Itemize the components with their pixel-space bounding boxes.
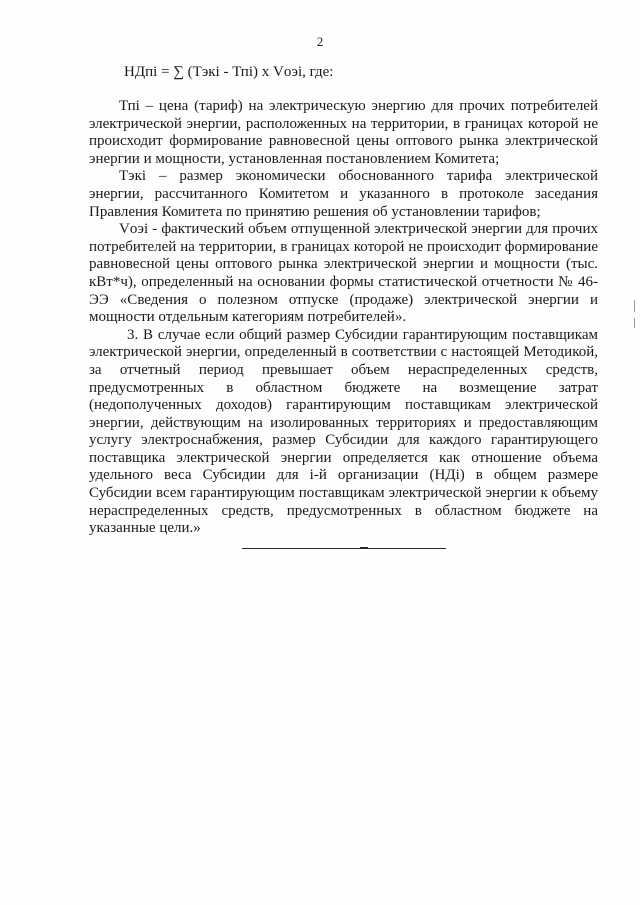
paragraph-tek-definition: Тэкі – размер экономически обоснованного тарифа электрической энергии, рассчитанного Комитетом и указанного в протоколе заседания Правления Комитета по принятию решения об установлении тарифов; <box>89 168 598 220</box>
paragraph-voe-definition: Vоэі - фактический объем отпущенной электрической энергии для прочих потребителей на территории, в границах которой не происходит формирование равновесной цены оптового рынка электрической энергии и мощности (тыс. кВт*ч), определенный на основании формы статистической отчетности № 46-ЭЭ «Сведения о полезном отпуске (продаже) электрической энергии и мощности отдельным категориям потребителей». <box>89 221 598 326</box>
scan-margin-mark <box>634 318 635 328</box>
end-of-text-rule-mark <box>360 547 368 549</box>
document-body <box>89 98 598 538</box>
scan-margin-mark <box>634 300 635 312</box>
formula-line: НДпі = ∑ (Тэкі - Тпі) х Vоэі, где: <box>124 64 334 80</box>
end-of-text-rule <box>242 548 446 549</box>
paragraph-tpi-definition: Тпі – цена (тариф) на электрическую энергию для прочих потребителей электрической энергии, расположенных на территории, в границах которой не происходит формирование равновесной цены оптового рынка электрической энергии и мощности, установленная постановлением Комитета; <box>89 98 598 167</box>
page-number: 2 <box>316 34 324 49</box>
paragraph-clause-3: 3. В случае если общий размер Субсидии гарантирующим поставщикам электрической энергии, определенный в соответствии с настоящей Методикой, за отчетный период превышает объем нераспределенных средств, предусмотренных в областном бюджете на возмещение затрат (недополученных доходов) гарантирующим поставщикам электрической энергии, действующим на изолированных территориях и предоставляющим услугу электроснабжения, размер Субсидии для каждого гарантирующего поставщика электрической энергии определяется как отношение объема удельного веса Субсидии для і-й организации (НДі) в общем размере Субсидии всем гарантирующим поставщикам электрической энергии к объему нераспределенных средств, предусмотренных в областном бюджете на указанные цели.» <box>89 326 598 537</box>
